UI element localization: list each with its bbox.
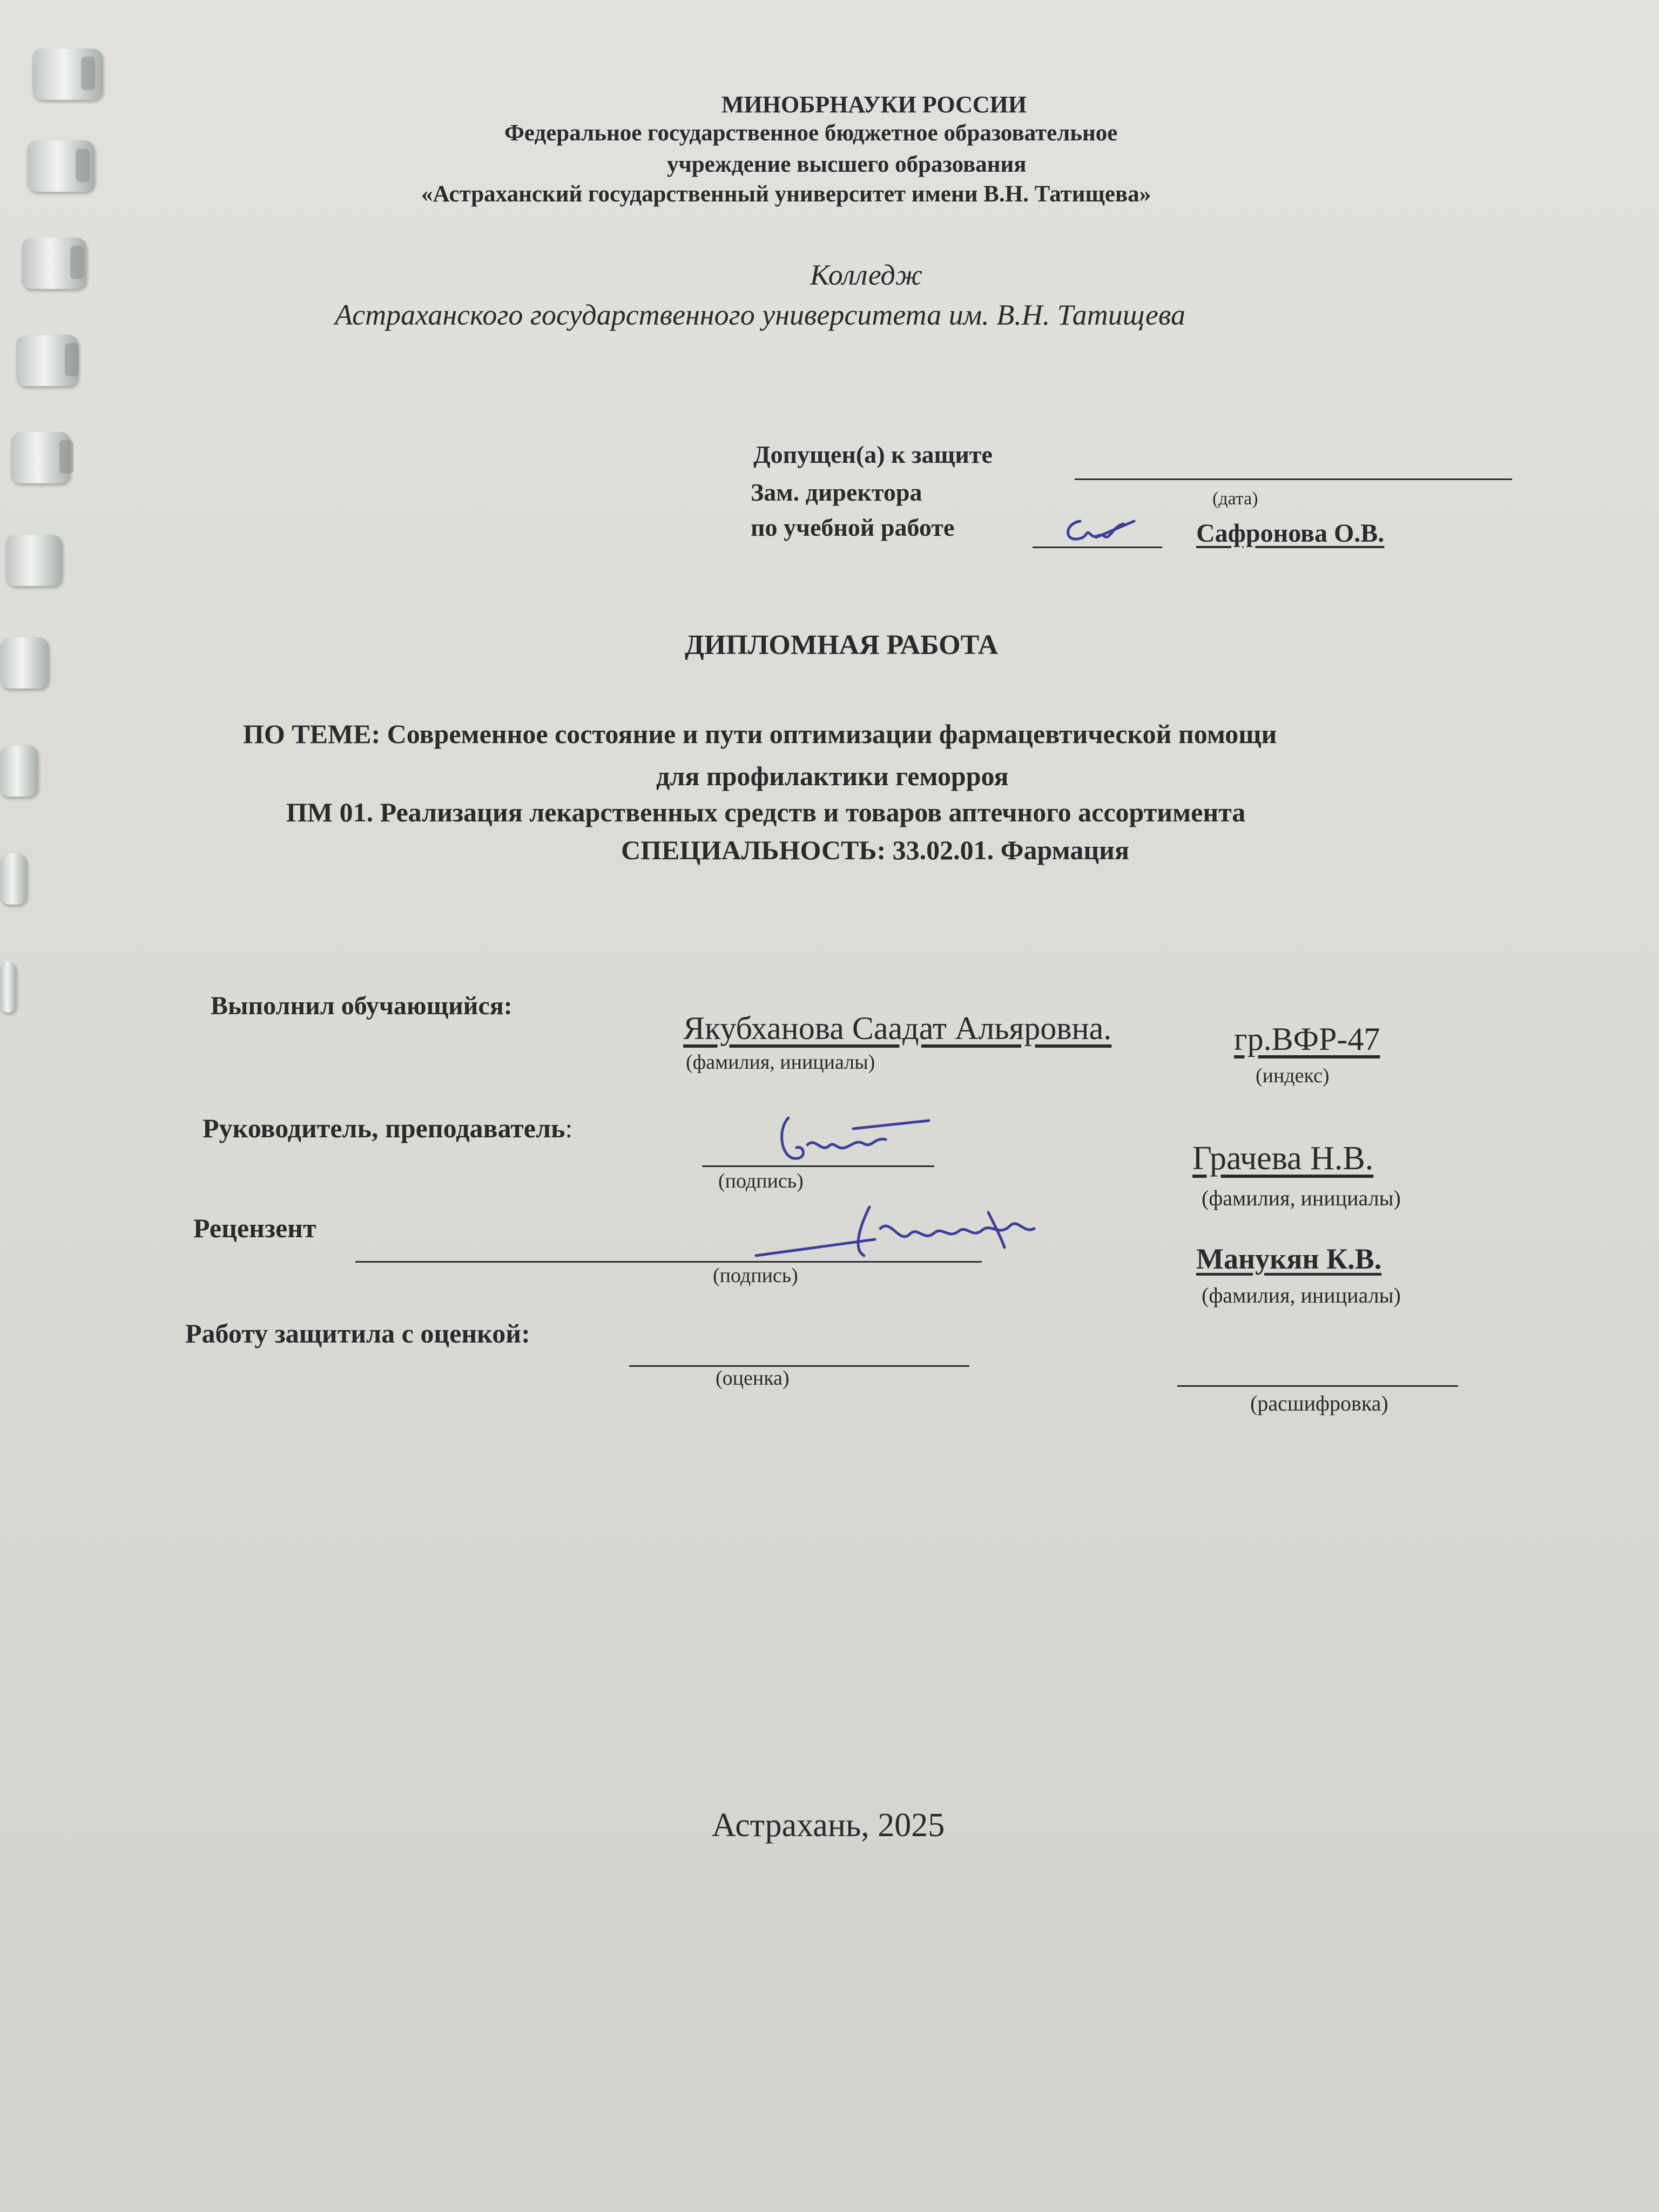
reviewer-name: Манукян К.В. xyxy=(1196,1243,1382,1275)
grade-caption: (оценка) xyxy=(716,1367,790,1390)
reviewer-sign-caption: (подпись) xyxy=(713,1264,798,1287)
date-caption: (дата) xyxy=(1212,489,1258,509)
student-name: Якубханова Саадат Альяровна. xyxy=(683,1010,1112,1046)
specialty-line: СПЕЦИАЛЬНОСТЬ: 33.02.01. Фармация xyxy=(621,835,1129,865)
defense-label: Работу защитила с оценкой: xyxy=(185,1318,530,1348)
group-caption: (индекс) xyxy=(1256,1064,1330,1087)
college-line-1: Колледж xyxy=(810,259,923,291)
reviewer-signature xyxy=(751,1196,1042,1272)
reviewer-name-caption: (фамилия, инициалы) xyxy=(1202,1283,1401,1307)
org-line-1: Федеральное государственное бюджетное образовательное xyxy=(504,120,1118,146)
module-line: ПМ 01. Реализация лекарственных средств и товаров аптечного ассортимента xyxy=(286,797,1246,827)
deputy-signature xyxy=(1058,505,1145,554)
supervisor-label-colon: : xyxy=(565,1113,573,1143)
admitted-date-line xyxy=(1075,478,1512,480)
topic-line-1: ПО ТЕМЕ: Современное состояние и пути оптимизации фармацевтической помощи xyxy=(243,719,1277,749)
admitted-label: Допущен(а) к защите xyxy=(753,441,993,468)
document-type: ДИПЛОМНАЯ РАБОТА xyxy=(685,630,999,660)
reviewer-label: Рецензент xyxy=(193,1213,316,1243)
deputy-line-2: по учебной работе xyxy=(751,514,955,541)
supervisor-signature xyxy=(756,1107,934,1172)
ministry-title: МИНОБРНАУКИ РОССИИ xyxy=(721,91,1027,118)
supervisor-name: Грачева Н.В. xyxy=(1192,1140,1374,1177)
city-year: Астрахань, 2025 xyxy=(712,1807,945,1844)
supervisor-sign-caption: (подпись) xyxy=(718,1170,804,1192)
student-group: гр.ВФР-47 xyxy=(1234,1021,1380,1057)
supervisor-label xyxy=(203,1112,572,1144)
decode-caption: (расшифровка) xyxy=(1250,1391,1388,1415)
deputy-name: Сафронова О.В. xyxy=(1196,519,1385,548)
spiral-binding xyxy=(0,0,113,1134)
grade-line xyxy=(629,1365,969,1367)
student-label: Выполнил обучающийся: xyxy=(211,992,512,1020)
student-name-caption: (фамилия, инициалы) xyxy=(686,1051,875,1074)
supervisor-name-caption: (фамилия, инициалы) xyxy=(1202,1186,1401,1210)
topic-line-2: для профилактики геморроя xyxy=(656,761,1009,791)
supervisor-label-text: Руководитель, преподаватель xyxy=(203,1113,565,1143)
org-line-2: учреждение высшего образования xyxy=(667,152,1027,177)
org-line-3: «Астраханский государственный университет имени В.Н. Татищева» xyxy=(421,181,1151,207)
decode-line xyxy=(1177,1385,1458,1387)
college-line-2: Астраханского государственного университета им. В.Н. Татищева xyxy=(335,299,1185,331)
deputy-line-1: Зам. директора xyxy=(751,478,922,506)
